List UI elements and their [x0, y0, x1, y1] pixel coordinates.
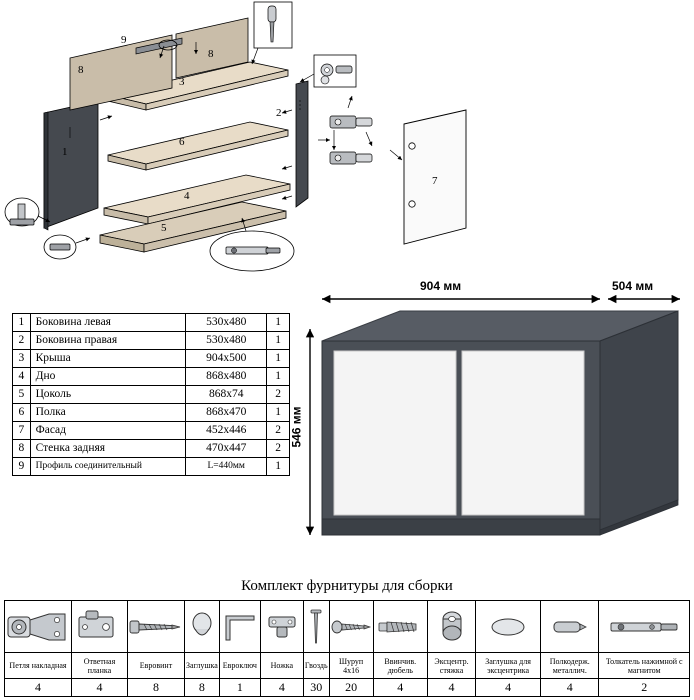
hardware-kit-title: Комплект фурнитуры для сборки — [241, 578, 453, 594]
part-name: Цоколь — [30, 386, 186, 404]
callout-number-6: 6 — [179, 136, 185, 148]
part-index: 5 — [13, 386, 31, 404]
kit-item-qty: 4 — [373, 679, 427, 697]
part-size: L=440мм — [186, 458, 267, 476]
part-qty: 2 — [267, 440, 290, 458]
cell-icon — [428, 601, 476, 653]
cabinet-svg — [300, 285, 694, 565]
parts-list-table — [12, 313, 290, 476]
magnet-catch-icon — [599, 602, 689, 652]
callout-number-8-right: 8 — [208, 48, 214, 60]
cabinet-plinth — [322, 519, 600, 535]
kit-icons-row — [5, 601, 690, 653]
part-index: 8 — [13, 440, 31, 458]
screw-4x16-icon — [330, 602, 373, 652]
kit-item-name: Заглушка для эксцентрика — [476, 653, 541, 679]
part-qty: 1 — [267, 458, 290, 476]
part-index: 4 — [13, 368, 31, 386]
part-size: 470х447 — [186, 440, 267, 458]
cell-icon — [72, 601, 128, 653]
part-size: 452х446 — [186, 422, 267, 440]
part-qty: 2 — [267, 386, 290, 404]
kit-qty-row — [5, 679, 690, 697]
euro-screw-icon — [128, 602, 184, 652]
part-index: 9 — [13, 458, 31, 476]
kit-item-name: Ответная планка — [72, 653, 128, 679]
table-row — [13, 440, 290, 458]
part-size: 904х500 — [186, 350, 267, 368]
part-index: 6 — [13, 404, 31, 422]
part-qty: 1 — [267, 368, 290, 386]
part-name: Боковина левая — [30, 314, 186, 332]
hinge-assembly-top — [330, 116, 372, 128]
exploded-diagram — [0, 0, 694, 290]
table-row — [13, 368, 290, 386]
part-name: Фасад — [30, 422, 186, 440]
part-qty: 1 — [267, 404, 290, 422]
kit-item-qty: 4 — [541, 679, 599, 697]
part-index: 3 — [13, 350, 31, 368]
kit-item-name: Евровинт — [127, 653, 184, 679]
cell-icon — [476, 601, 541, 653]
exploded-diagram-svg — [0, 0, 694, 292]
kit-item-name: Заглушка — [184, 653, 219, 679]
table-row — [13, 458, 290, 476]
part-qty: 1 — [267, 332, 290, 350]
part-size: 530х480 — [186, 332, 267, 350]
kit-item-qty: 4 — [72, 679, 128, 697]
callout-number-3: 3 — [179, 76, 185, 88]
part-shelf — [108, 122, 288, 170]
cam-lock-icon — [428, 602, 475, 652]
kit-item-name: Гвоздь — [303, 653, 329, 679]
leg-icon — [261, 602, 303, 652]
table-row — [13, 314, 290, 332]
cell-icon — [303, 601, 329, 653]
kit-item-qty: 4 — [476, 679, 541, 697]
kit-item-name: Эксцентр. стяжка — [428, 653, 476, 679]
callout-number-2: 2 — [276, 107, 282, 119]
part-right-side — [296, 81, 308, 207]
dowel-icon — [374, 602, 427, 652]
kit-names-row — [5, 653, 690, 679]
part-qty: 1 — [267, 314, 290, 332]
hardware-kit-table — [4, 600, 690, 697]
height-label: 546 мм — [289, 406, 304, 448]
kit-item-qty: 4 — [5, 679, 72, 697]
kit-item-qty: 8 — [127, 679, 184, 697]
cap-icon — [185, 602, 219, 652]
cell-icon — [184, 601, 219, 653]
part-index: 7 — [13, 422, 31, 440]
kit-item-name: Ввинчив. дюбель — [373, 653, 427, 679]
callout-number-8-left: 8 — [78, 64, 84, 76]
callout-number-7: 7 — [432, 175, 438, 187]
kit-item-name: Толкатель нажимной с магнитом — [599, 653, 690, 679]
cam-cap-icon — [476, 602, 540, 652]
kit-item-qty: 30 — [303, 679, 329, 697]
part-size: 868х470 — [186, 404, 267, 422]
table-row — [13, 422, 290, 440]
part-name: Стенка задняя — [30, 440, 186, 458]
part-size: 530х480 — [186, 314, 267, 332]
cell-icon — [373, 601, 427, 653]
cell-icon — [541, 601, 599, 653]
kit-item-name: Ножка — [260, 653, 303, 679]
part-name: Профиль соединительный — [30, 458, 186, 476]
cell-icon — [5, 601, 72, 653]
cell-icon — [599, 601, 690, 653]
part-name: Боковина правая — [30, 332, 186, 350]
detail-cam-bubble — [314, 55, 356, 87]
cell-icon — [260, 601, 303, 653]
kit-item-qty: 4 — [428, 679, 476, 697]
callout-number-9: 9 — [121, 34, 127, 46]
part-qty: 2 — [267, 422, 290, 440]
part-index: 2 — [13, 332, 31, 350]
nail-icon — [304, 602, 329, 652]
detail-magnet-bubble — [210, 231, 294, 271]
cell-icon — [219, 601, 260, 653]
part-size: 868х480 — [186, 368, 267, 386]
cabinet-door-right — [462, 351, 584, 515]
part-index: 1 — [13, 314, 31, 332]
callout-number-4: 4 — [184, 190, 190, 202]
kit-item-name: Шуруп 4х16 — [329, 653, 373, 679]
cabinet-door-left — [334, 351, 456, 515]
kit-item-qty: 2 — [599, 679, 690, 697]
shelf-support-icon — [541, 602, 598, 652]
hinge-overlay-icon — [5, 602, 71, 652]
width-label: 904 мм — [420, 279, 462, 293]
kit-item-name: Евроключ — [219, 653, 260, 679]
table-row — [13, 386, 290, 404]
detail-euroscrew-bubble — [254, 0, 292, 48]
part-name: Крыша — [30, 350, 186, 368]
table-row — [13, 332, 290, 350]
kit-item-name: Полкодерж. металлич. — [541, 653, 599, 679]
part-name: Дно — [30, 368, 186, 386]
kit-item-qty: 1 — [219, 679, 260, 697]
euro-key-icon — [220, 602, 260, 652]
table-row — [13, 350, 290, 368]
hinge-plate-icon — [72, 602, 127, 652]
cabinet-right-side — [600, 311, 678, 530]
cell-icon — [127, 601, 184, 653]
table-row — [13, 404, 290, 422]
cabinet-3d-view — [289, 279, 694, 565]
depth-label: 504 мм — [612, 279, 654, 293]
part-size: 868х74 — [186, 386, 267, 404]
part-name: Полка — [30, 404, 186, 422]
callout-number-5: 5 — [161, 222, 167, 234]
callout-number-1: 1 — [62, 146, 68, 158]
kit-item-qty: 20 — [329, 679, 373, 697]
part-qty: 1 — [267, 350, 290, 368]
hinge-assembly-bottom — [330, 152, 372, 164]
kit-item-qty: 4 — [260, 679, 303, 697]
kit-item-name: Петля накладная — [5, 653, 72, 679]
kit-item-qty: 8 — [184, 679, 219, 697]
cell-icon — [329, 601, 373, 653]
part-left-side — [44, 101, 98, 230]
